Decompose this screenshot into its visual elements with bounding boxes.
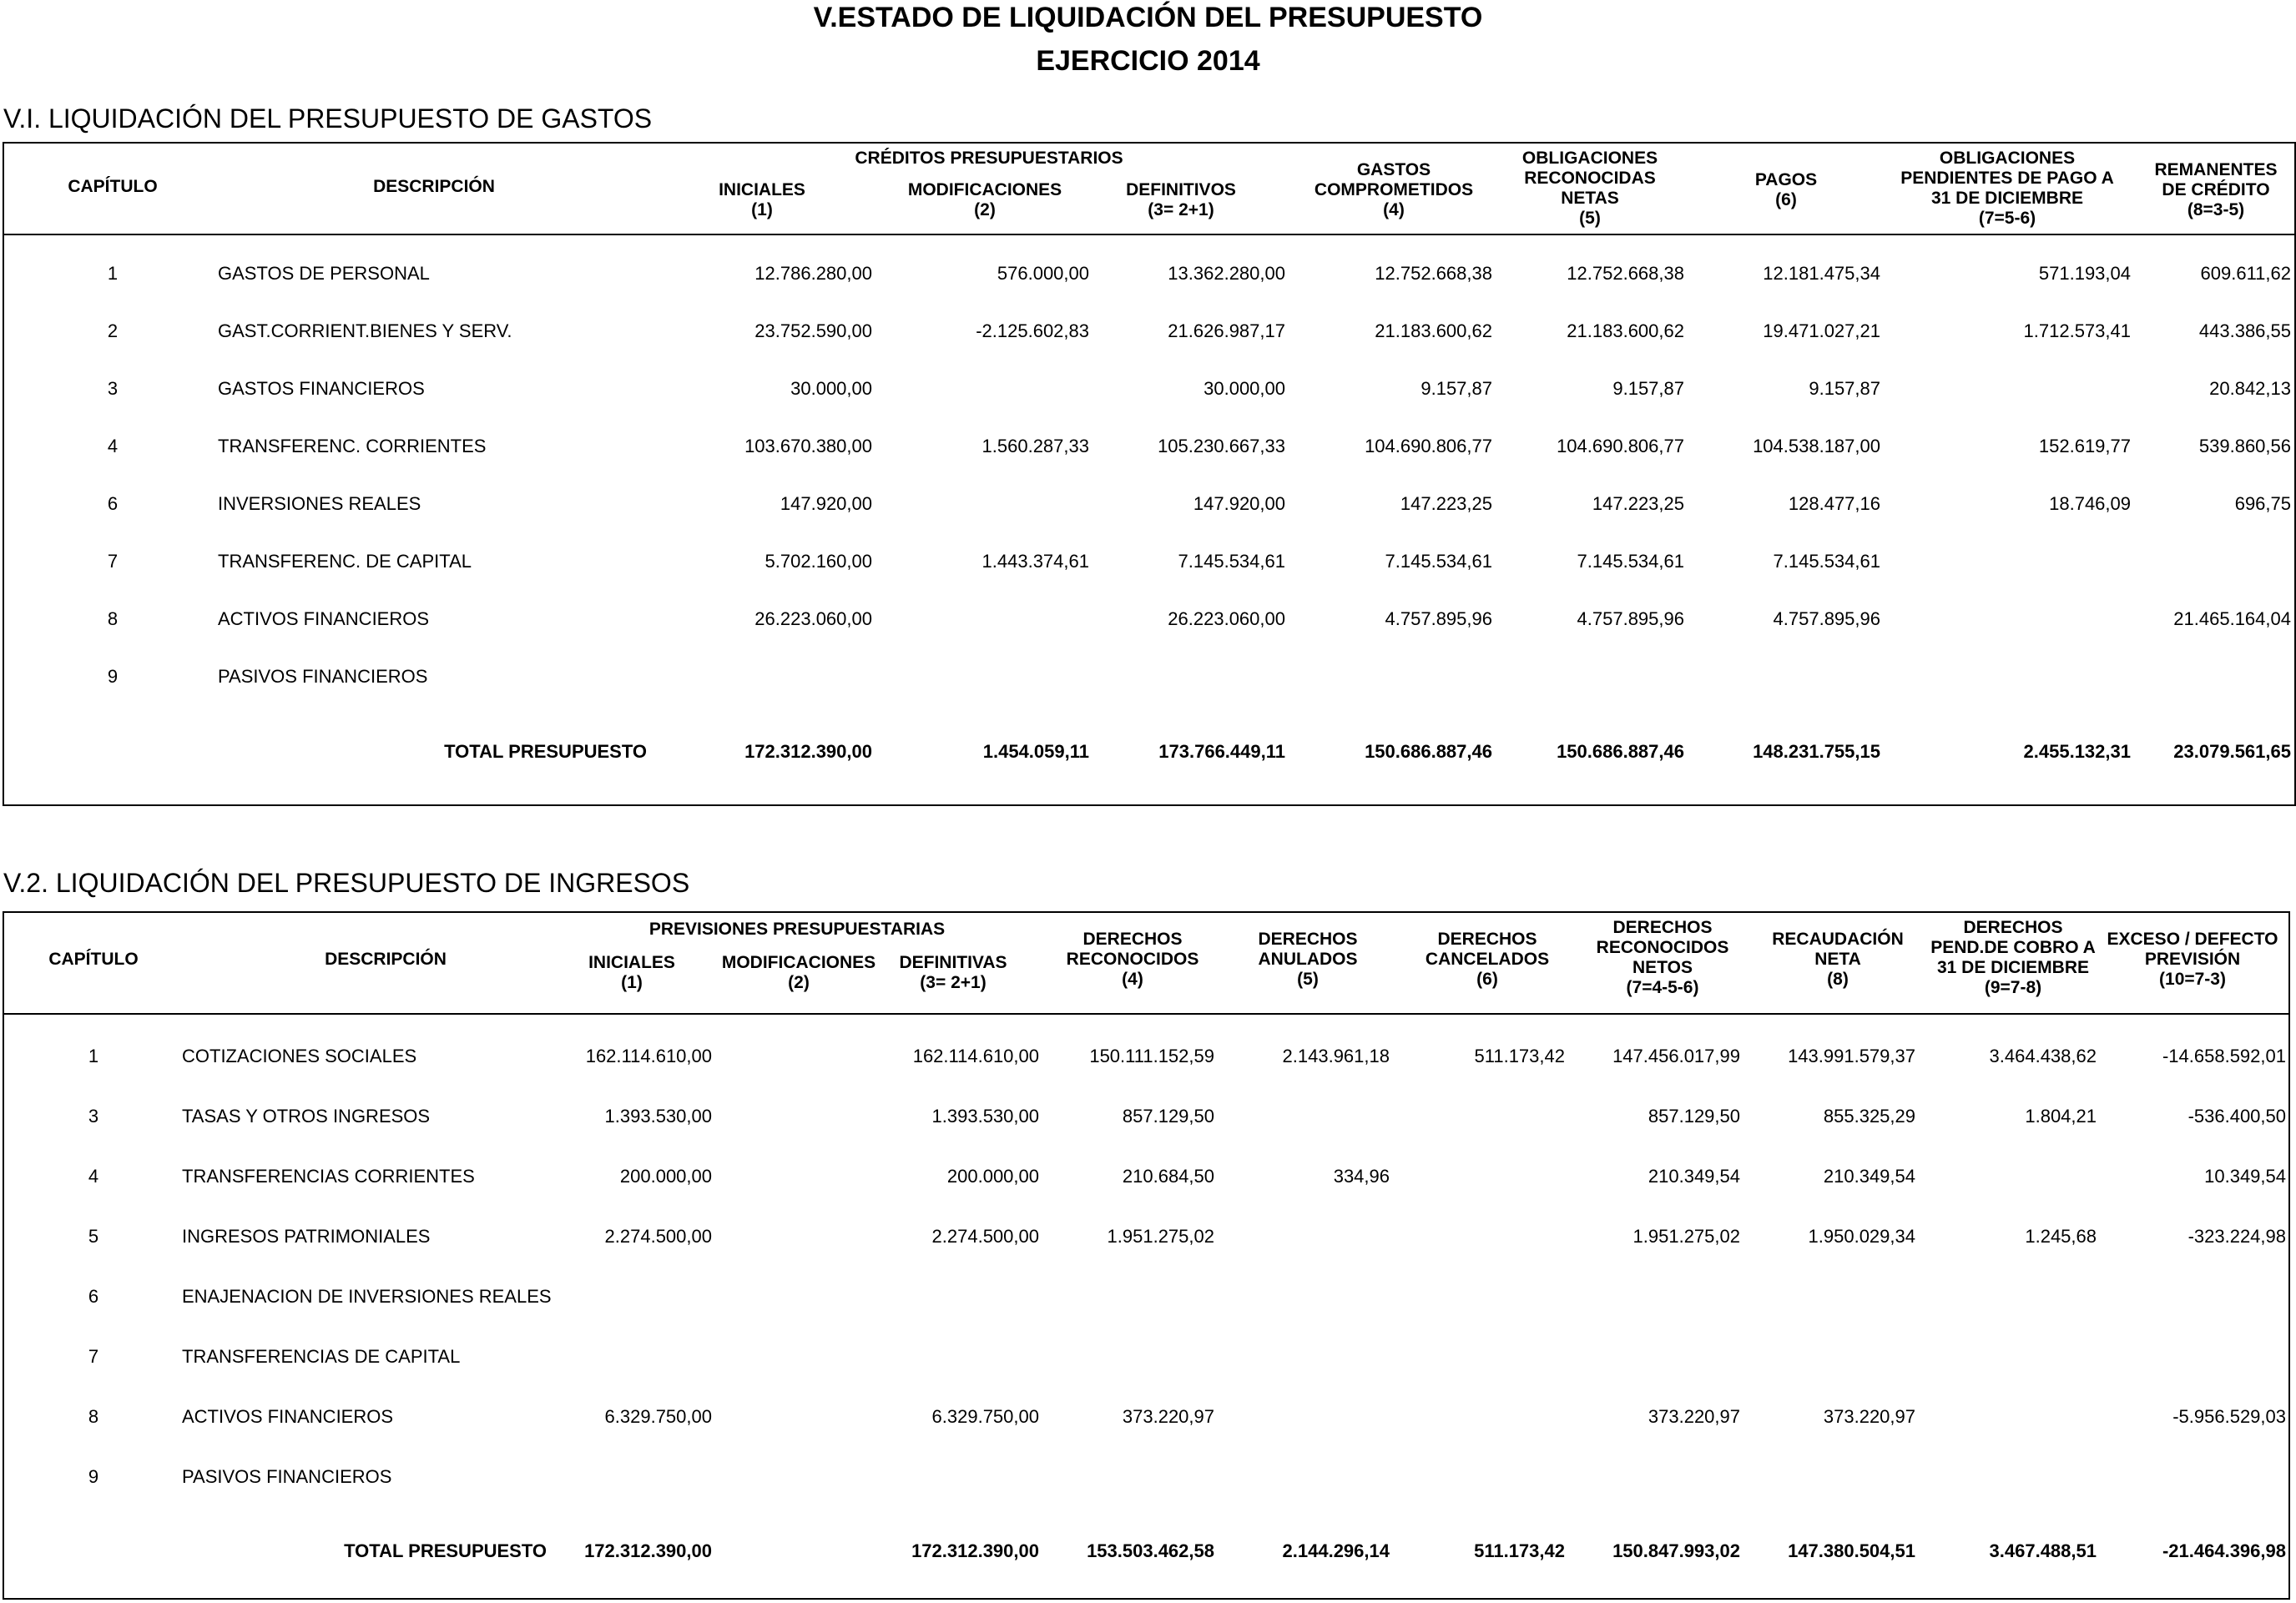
cell-obligaciones: 21.183.600,62	[1567, 320, 1684, 341]
cell-recaudacion: 143.991.579,37	[1788, 1046, 1915, 1066]
total-exceso: -21.464.396,98	[2162, 1540, 2286, 1561]
cell-descripcion: TRANSFERENCIAS DE CAPITAL	[182, 1346, 461, 1367]
cell-definitivos: 30.000,00	[1204, 378, 1285, 399]
cell-pagos: 104.538.187,00	[1753, 436, 1880, 456]
cell-descripcion: INVERSIONES REALES	[218, 493, 421, 514]
ingresos-header-definitivas: DEFINITIVAS (3= 2+1)	[899, 953, 1007, 992]
total-label: TOTAL PRESUPUESTO	[444, 741, 647, 762]
cell-pendientes: 152.619,77	[2038, 436, 2131, 456]
cell-capitulo: 3	[88, 1106, 99, 1127]
cell-capitulo: 8	[107, 608, 119, 629]
cell-iniciales: 26.223.060,00	[754, 608, 872, 629]
cell-pagos: 7.145.534,61	[1773, 551, 1880, 572]
cell-remanentes: 21.465.164,04	[2173, 608, 2291, 629]
ingresos-header-modificaciones: MODIFICACIONES (2)	[721, 953, 876, 992]
ingresos-header-capitulo: CAPÍTULO	[48, 950, 139, 969]
cell-netos: 857.129,50	[1648, 1106, 1740, 1127]
gastos-header-remanentes: REMANENTES DE CRÉDITO (8=3-5)	[2154, 160, 2278, 219]
cell-capitulo: 5	[88, 1226, 99, 1247]
cell-obligaciones: 12.752.668,38	[1567, 263, 1684, 284]
total-remanentes: 23.079.561,65	[2173, 741, 2291, 762]
cell-exceso: -536.400,50	[2188, 1106, 2286, 1127]
cell-capitulo: 1	[88, 1046, 99, 1066]
ingresos-header-descripcion: DESCRIPCIÓN	[325, 950, 447, 969]
gastos-header-comprometidos: GASTOS COMPROMETIDOS (4)	[1314, 160, 1474, 219]
cell-pagos: 9.157,87	[1809, 378, 1880, 399]
cell-obligaciones: 4.757.895,96	[1577, 608, 1684, 629]
cell-capitulo: 8	[88, 1406, 99, 1427]
table-row	[4, 1466, 2288, 1488]
cell-comprometidos: 4.757.895,96	[1385, 608, 1492, 629]
cell-modificaciones: 1.443.374,61	[981, 551, 1089, 572]
cell-descripcion: INGRESOS PATRIMONIALES	[182, 1226, 431, 1247]
cell-pagos: 12.181.475,34	[1763, 263, 1880, 284]
gastos-header-capitulo: CAPÍTULO	[68, 177, 158, 196]
cell-obligaciones: 104.690.806,77	[1557, 436, 1684, 456]
cell-netos: 1.951.275,02	[1632, 1226, 1740, 1247]
cell-descripcion: PASIVOS FINANCIEROS	[218, 666, 428, 687]
cell-anulados: 334,96	[1333, 1166, 1390, 1187]
cell-definitivas: 162.114.610,00	[912, 1046, 1039, 1066]
cell-netos: 147.456.017,99	[1612, 1046, 1740, 1066]
total-obligaciones: 150.686.887,46	[1557, 741, 1684, 762]
cell-remanentes: 443.386,55	[2198, 320, 2291, 341]
table-row	[4, 436, 2294, 457]
ingresos-table	[3, 911, 2290, 1600]
cell-pendientes: 3.464.438,62	[1989, 1046, 2097, 1066]
table-row	[4, 1226, 2288, 1248]
cell-iniciales: 200.000,00	[619, 1166, 712, 1187]
ingresos-header-anulados: DERECHOS ANULADOS (5)	[1258, 930, 1358, 989]
total-modificaciones: 1.454.059,11	[982, 741, 1089, 762]
table-row	[4, 263, 2294, 285]
ingresos-header-iniciales: INICIALES (1)	[588, 953, 675, 992]
ingresos-group-header: PREVISIONES PRESUPUESTARIAS	[648, 920, 946, 939]
cell-capitulo: 6	[107, 493, 119, 514]
total-row	[4, 741, 2294, 763]
cell-capitulo: 2	[107, 320, 119, 341]
table-row	[4, 378, 2294, 400]
cell-iniciales: 147.920,00	[780, 493, 872, 514]
cell-remanentes: 609.611,62	[2200, 263, 2291, 284]
table-row	[4, 1286, 2288, 1308]
cell-pagos: 128.477,16	[1788, 493, 1880, 514]
cell-comprometidos: 7.145.534,61	[1385, 551, 1492, 572]
cell-reconocidos: 150.111.152,59	[1089, 1046, 1214, 1066]
cell-descripcion: PASIVOS FINANCIEROS	[182, 1466, 392, 1487]
cell-exceso: -5.956.529,03	[2172, 1406, 2286, 1427]
cell-definitivos: 147.920,00	[1193, 493, 1285, 514]
cell-iniciales: 1.393.530,00	[604, 1106, 712, 1127]
page-title: V.ESTADO DE LIQUIDACIÓN DEL PRESUPUESTO	[813, 2, 1483, 33]
table-row	[4, 608, 2294, 630]
total-iniciales: 172.312.390,00	[744, 741, 872, 762]
ingresos-section-title: V.2. LIQUIDACIÓN DEL PRESUPUESTO DE INGRESOS	[3, 868, 690, 898]
cell-definitivas: 200.000,00	[946, 1166, 1039, 1187]
total-reconocidos: 153.503.462,58	[1087, 1540, 1214, 1561]
cell-descripcion: GASTOS FINANCIEROS	[218, 378, 425, 399]
cell-descripcion: COTIZACIONES SOCIALES	[182, 1046, 417, 1066]
cell-descripcion: ACTIVOS FINANCIEROS	[182, 1406, 394, 1427]
cell-descripcion: GASTOS DE PERSONAL	[218, 263, 430, 284]
cell-descripcion: TRANSFERENCIAS CORRIENTES	[182, 1166, 475, 1187]
cell-capitulo: 4	[107, 436, 119, 456]
cell-exceso: 10.349,54	[2204, 1166, 2286, 1187]
cell-iniciales: 30.000,00	[790, 378, 872, 399]
ingresos-header-reconocidos: DERECHOS RECONOCIDOS (4)	[1066, 930, 1199, 989]
table-row	[4, 1046, 2288, 1067]
cell-descripcion: ENAJENACION DE INVERSIONES REALES	[182, 1286, 552, 1307]
cell-modificaciones: 1.560.287,33	[981, 436, 1089, 456]
cell-definitivas: 2.274.500,00	[931, 1226, 1039, 1247]
total-comprometidos: 150.686.887,46	[1365, 741, 1492, 762]
cell-modificaciones: -2.125.602,83	[976, 320, 1089, 341]
total-definitivas: 172.312.390,00	[911, 1540, 1039, 1561]
gastos-header-definitivos: DEFINITIVOS (3= 2+1)	[1126, 180, 1236, 219]
gastos-header-obligaciones: OBLIGACIONES RECONOCIDAS NETAS (5)	[1521, 149, 1658, 228]
cell-capitulo: 6	[88, 1286, 99, 1307]
cell-reconocidos: 210.684,50	[1122, 1166, 1214, 1187]
cell-pendientes: 1.712.573,41	[2023, 320, 2131, 341]
cell-iniciales: 103.670.380,00	[744, 436, 872, 456]
cell-recaudacion: 373.220,97	[1823, 1406, 1915, 1427]
cell-descripcion: TRANSFERENC. DE CAPITAL	[218, 551, 472, 572]
total-iniciales: 172.312.390,00	[584, 1540, 712, 1561]
total-netos: 150.847.993,02	[1612, 1540, 1740, 1561]
cell-netos: 373.220,97	[1648, 1406, 1740, 1427]
total-pendientes: 2.455.132,31	[2023, 741, 2131, 762]
cell-iniciales: 5.702.160,00	[764, 551, 872, 572]
gastos-header-divider	[4, 234, 2294, 235]
cell-recaudacion: 855.325,29	[1823, 1106, 1915, 1127]
total-recaudacion: 147.380.504,51	[1788, 1540, 1915, 1561]
cell-definitivos: 21.626.987,17	[1168, 320, 1285, 341]
cell-pendientes: 1.245,68	[2025, 1226, 2097, 1247]
ingresos-header-recaudacion: RECAUDACIÓN NETA (8)	[1772, 930, 1904, 989]
table-row	[4, 551, 2294, 572]
table-row	[4, 1166, 2288, 1187]
cell-definitivos: 105.230.667,33	[1158, 436, 1285, 456]
total-row	[4, 1540, 2288, 1562]
cell-definitivos: 26.223.060,00	[1168, 608, 1285, 629]
cell-reconocidos: 857.129,50	[1122, 1106, 1214, 1127]
total-definitivos: 173.766.449,11	[1158, 741, 1285, 762]
cell-pagos: 19.471.027,21	[1763, 320, 1880, 341]
cell-pendientes: 1.804,21	[2025, 1106, 2097, 1127]
cell-iniciales: 2.274.500,00	[604, 1226, 712, 1247]
cell-comprometidos: 21.183.600,62	[1375, 320, 1492, 341]
table-row	[4, 1406, 2288, 1428]
ingresos-header-exceso: EXCESO / DEFECTO PREVISIÓN (10=7-3)	[2107, 930, 2278, 989]
table-row	[4, 320, 2294, 342]
gastos-header-modificaciones: MODIFICACIONES (2)	[907, 180, 1062, 219]
table-row	[4, 493, 2294, 515]
cell-anulados: 2.143.961,18	[1282, 1046, 1390, 1066]
total-label: TOTAL PRESUPUESTO	[344, 1540, 547, 1561]
cell-exceso: -14.658.592,01	[2162, 1046, 2286, 1066]
cell-comprometidos: 147.223,25	[1400, 493, 1492, 514]
cell-definitivos: 13.362.280,00	[1168, 263, 1285, 284]
cell-cancelados: 511.173,42	[1474, 1046, 1565, 1066]
cell-iniciales: 162.114.610,00	[585, 1046, 712, 1066]
gastos-header-iniciales: INICIALES (1)	[719, 180, 805, 219]
cell-capitulo: 3	[107, 378, 119, 399]
page-subtitle: EJERCICIO 2014	[1036, 45, 1260, 77]
cell-capitulo: 1	[107, 263, 119, 284]
cell-capitulo: 9	[88, 1466, 99, 1487]
cell-definitivas: 1.393.530,00	[931, 1106, 1039, 1127]
cell-iniciales: 12.786.280,00	[754, 263, 872, 284]
table-row	[4, 1106, 2288, 1127]
cell-iniciales: 6.329.750,00	[604, 1406, 712, 1427]
gastos-section-title: V.I. LIQUIDACIÓN DEL PRESUPUESTO DE GASTOS	[3, 103, 653, 134]
total-anulados: 2.144.296,14	[1282, 1540, 1390, 1561]
total-pagos: 148.231.755,15	[1753, 741, 1880, 762]
ingresos-header-divider	[4, 1013, 2288, 1015]
cell-modificaciones: 576.000,00	[997, 263, 1089, 284]
gastos-group-header: CRÉDITOS PRESUPUESTARIOS	[855, 149, 1123, 168]
ingresos-header-netos: DERECHOS RECONOCIDOS NETOS (7=4-5-6)	[1596, 918, 1729, 997]
cell-remanentes: 20.842,13	[2209, 378, 2291, 399]
cell-pendientes: 571.193,04	[2038, 263, 2131, 284]
cell-capitulo: 4	[88, 1166, 99, 1187]
cell-pagos: 4.757.895,96	[1773, 608, 1880, 629]
cell-descripcion: GAST.CORRIENT.BIENES Y SERV.	[218, 320, 512, 341]
cell-comprometidos: 104.690.806,77	[1365, 436, 1492, 456]
total-cancelados: 511.173,42	[1474, 1540, 1565, 1561]
ingresos-header-cancelados: DERECHOS CANCELADOS (6)	[1425, 930, 1550, 989]
gastos-table	[3, 142, 2296, 806]
cell-comprometidos: 9.157,87	[1420, 378, 1492, 399]
cell-comprometidos: 12.752.668,38	[1375, 263, 1492, 284]
gastos-header-descripcion: DESCRIPCIÓN	[373, 177, 495, 196]
cell-descripcion: ACTIVOS FINANCIEROS	[218, 608, 430, 629]
cell-definitivas: 6.329.750,00	[931, 1406, 1039, 1427]
total-pendientes: 3.467.488,51	[1989, 1540, 2097, 1561]
cell-reconocidos: 373.220,97	[1122, 1406, 1214, 1427]
gastos-header-pendientes: OBLIGACIONES PENDIENTES DE PAGO A 31 DE DICIEMBRE (7=5-6)	[1900, 149, 2114, 228]
cell-definitivos: 7.145.534,61	[1178, 551, 1285, 572]
cell-descripcion: TRANSFERENC. CORRIENTES	[218, 436, 487, 456]
gastos-header-pagos: PAGOS (6)	[1754, 170, 1818, 209]
cell-netos: 210.349,54	[1648, 1166, 1740, 1187]
ingresos-header-pendientes: DERECHOS PEND.DE COBRO A 31 DE DICIEMBRE (9=7-8)	[1930, 918, 2096, 997]
cell-reconocidos: 1.951.275,02	[1107, 1226, 1214, 1247]
cell-capitulo: 7	[107, 551, 119, 572]
cell-capitulo: 9	[107, 666, 119, 687]
cell-remanentes: 696,75	[2234, 493, 2291, 514]
cell-obligaciones: 9.157,87	[1612, 378, 1684, 399]
table-row	[4, 1346, 2288, 1368]
cell-obligaciones: 147.223,25	[1592, 493, 1684, 514]
cell-remanentes: 539.860,56	[2198, 436, 2291, 456]
cell-capitulo: 7	[88, 1346, 99, 1367]
cell-exceso: -323.224,98	[2188, 1226, 2286, 1247]
cell-iniciales: 23.752.590,00	[754, 320, 872, 341]
cell-pendientes: 18.746,09	[2049, 493, 2131, 514]
table-row	[4, 666, 2294, 688]
cell-recaudacion: 210.349,54	[1823, 1166, 1915, 1187]
cell-obligaciones: 7.145.534,61	[1577, 551, 1684, 572]
cell-recaudacion: 1.950.029,34	[1808, 1226, 1915, 1247]
cell-descripcion: TASAS Y OTROS INGRESOS	[182, 1106, 431, 1127]
